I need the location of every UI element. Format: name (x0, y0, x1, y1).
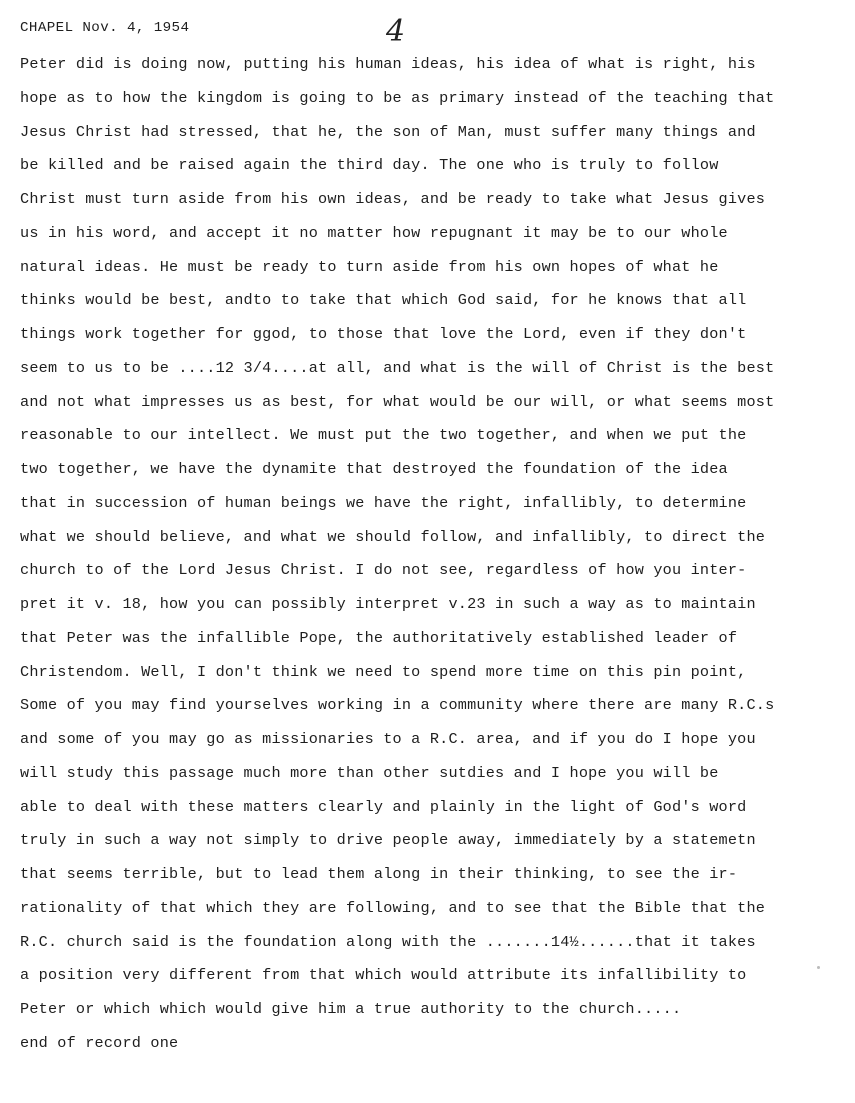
text-line: natural ideas. He must be ready to turn aside from his own hopes of what he (20, 257, 719, 276)
text-line: able to deal with these matters clearly and plainly in the light of God's word (20, 797, 747, 816)
text-line: Peter or which which would give him a true authority to the church..... (20, 1000, 682, 1018)
text-line: us in his word, and accept it no matter how repugnant it may be to our whole (20, 223, 728, 242)
text-line: two together, we have the dynamite that destroyed the foundation of the idea (20, 460, 728, 478)
text-line: rationality of that which they are following, and to see that the Bible that the (20, 898, 766, 917)
text-line: R.C. church said is the foundation along with the .......14½......that it takes (20, 932, 756, 951)
text-line: be killed and be raised again the third day. The one who is truly to follow (20, 156, 719, 175)
text-line: end of record one (20, 1033, 179, 1052)
text-line: Christ must turn aside from his own ideas, and be ready to take what Jesus gives (20, 190, 766, 208)
text-line: what we should believe, and what we should follow, and infallibly, to direct the (20, 527, 766, 546)
text-line: church to of the Lord Jesus Christ. I do not see, regardless of how you inter- (20, 561, 747, 580)
text-line: that Peter was the infallible Pope, the authoritatively established leader of (20, 628, 738, 647)
text-line: and not what impresses us as best, for what would be our will, or what seems most (20, 392, 775, 411)
text-line: things work together for ggod, to those that love the Lord, even if they don't (20, 325, 747, 343)
text-line: Jesus Christ had stressed, that he, the son of Man, must suffer many things and (20, 122, 756, 141)
text-line: seem to us to be ....12 3/4....at all, and what is the will of Christ is the best (20, 358, 775, 377)
typed-transcript-body (20, 51, 845, 1064)
text-line: Peter did is doing now, putting his human ideas, his idea of what is right, his (20, 55, 756, 73)
document-header: CHAPEL Nov. 4, 1954 (20, 20, 190, 36)
text-line: Christendom. Well, I don't think we need to spend more time on this pin point, (20, 662, 747, 681)
handwritten-page-number: 4 (386, 14, 406, 49)
text-line: thinks would be best, andto to take that which God said, for he knows that all (20, 291, 747, 310)
text-line: pret it v. 18, how you can possibly interpret v.23 in such a way as to maintain (20, 595, 756, 613)
text-line: Some of you may find yourselves working in a community where there are many R.C.s (20, 696, 775, 715)
text-line: that in succession of human beings we have the right, infallibly, to determine (20, 493, 747, 512)
margin-speck (817, 966, 820, 969)
text-line: and some of you may go as missionaries to a R.C. area, and if you do I hope you (20, 730, 756, 748)
text-line: a position very different from that which would attribute its infallibility to (20, 966, 747, 985)
text-line: hope as to how the kingdom is going to be as primary instead of the teaching that (20, 88, 775, 107)
text-line: truly in such a way not simply to drive people away, immediately by a statemetn (20, 831, 756, 850)
text-line: reasonable to our intellect. We must put the two together, and when we put the (20, 426, 747, 445)
text-line: that seems terrible, but to lead them along in their thinking, to see the ir- (20, 865, 738, 883)
text-line: will study this passage much more than other sutdies and I hope you will be (20, 763, 719, 782)
